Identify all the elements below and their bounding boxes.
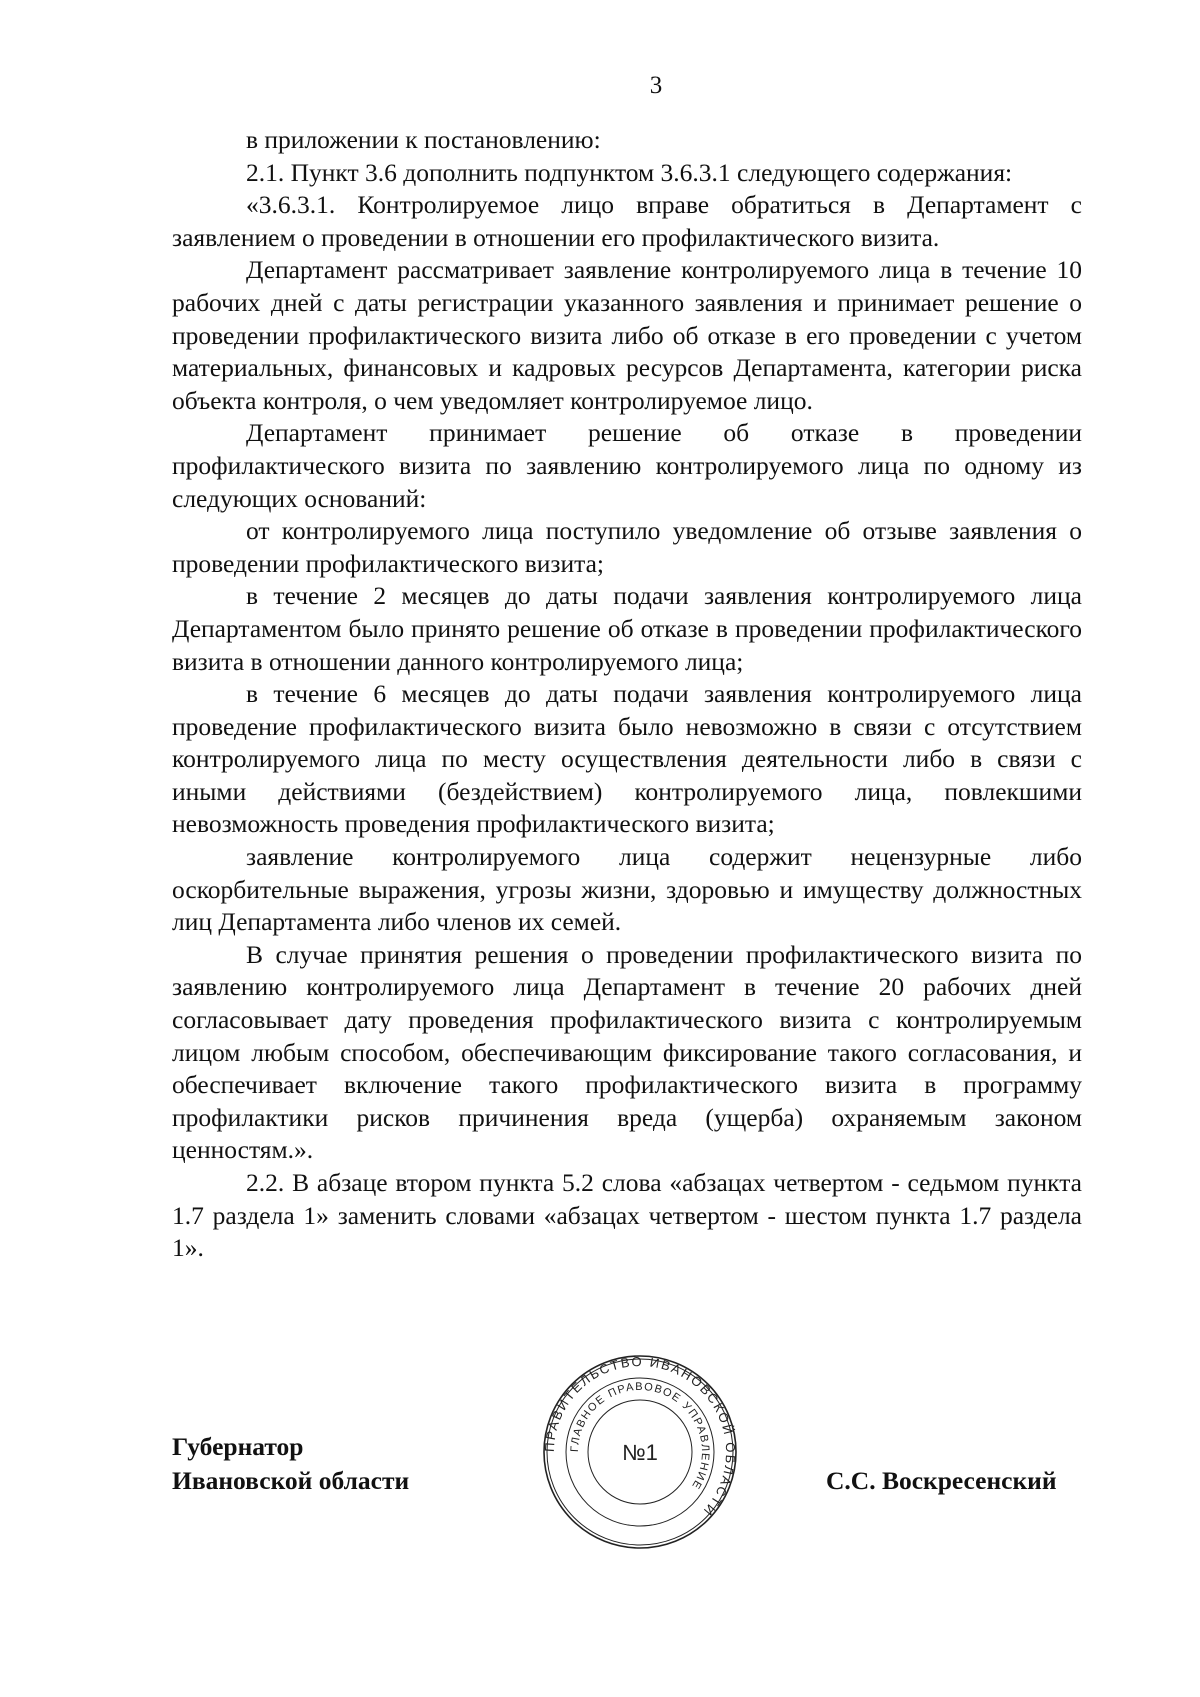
signatory-title	[172, 1430, 409, 1498]
paragraph: В случае принятия решения о проведении профилактического визита по заявлению контролируемого лица Департамент в течение 20 рабочих дней согласовывает дату проведения профилактического визита с контролируемым лицом любым способом, обеспечивающим фиксирование такого согласования, и обеспечивает включение такого профилактического визита в программу профилактики рисков причинения вреда (ущерба) охраняемым законом ценностям.».	[172, 939, 1082, 1165]
paragraph: «3.6.3.1. Контролируемое лицо вправе обратиться в Департамент с заявлением о проведении в отношении его профилактического визита.	[172, 190, 1082, 252]
page-number: 3	[649, 72, 663, 99]
signatory-name: С.С. Воскресенский	[826, 1466, 1057, 1495]
paragraph: 2.2. В абзаце втором пункта 5.2 слова «абзацах четвертом - седьмом пункта 1.7 раздела 1» заменить словами «абзацах четвертом - шестом пункта 1.7 раздела 1».	[172, 1168, 1082, 1263]
paragraph: 2.1. Пункт 3.6 дополнить подпунктом 3.6.3.1 следующего содержания:	[246, 157, 1013, 187]
paragraph: Департамент принимает решение об отказе в проведении профилактического визита по заявлению контролируемого лица по одному из следующих оснований:	[172, 418, 1082, 513]
paragraph: Департамент рассматривает заявление контролируемого лица в течение 10 рабочих дней с даты регистрации указанного заявления и принимает решение о проведении профилактического визита либо об отказе в его проведении с учетом материальных, финансовых и кадровых ресурсов Департамента, категории риска объекта контроля, о чем уведомляет контролируемое лицо.	[172, 255, 1082, 415]
paragraph: в течение 6 месяцев до даты подачи заявления контролируемого лица проведение профилактического визита было невозможно в связи с отсутствием контролируемого лица по месту осуществления деятельности либо в связи с иными действиями (бездействием) контролируемого лица, повлекшими невозможность проведения профилактического визита;	[172, 679, 1082, 839]
paragraph: заявление контролируемого лица содержит нецензурные либо оскорбительные выражения, угрозы жизни, здоровью и имуществу должностных лиц Департамента либо членов их семей.	[172, 842, 1082, 937]
stamp-inner-text: ГЛАВНОЕ ПРАВОВОЕ УПРАВЛЕНИЕ	[568, 1380, 712, 1492]
stamp-number: №1	[622, 1440, 658, 1465]
paragraph: в приложении к постановлению:	[246, 125, 601, 154]
stamp-outer-text: ПРАВИТЕЛЬСТВО ИВАНОВСКОЙ ОБЛАСТИ	[541, 1353, 739, 1520]
paragraph: в течение 2 месяцев до даты подачи заявления контролируемого лица Департаментом было принято решение об отказе в проведении профилактического визита в отношении данного контролируемого лица;	[172, 581, 1082, 676]
signatory-title-line1: Губернатор	[172, 1432, 304, 1461]
document-body	[172, 124, 1082, 1265]
signatory-title-line2: Ивановской области	[172, 1466, 410, 1495]
paragraph: от контролируемого лица поступило уведомление об отзыве заявления о проведении профилактического визита;	[172, 516, 1082, 578]
official-stamp	[540, 1352, 740, 1552]
